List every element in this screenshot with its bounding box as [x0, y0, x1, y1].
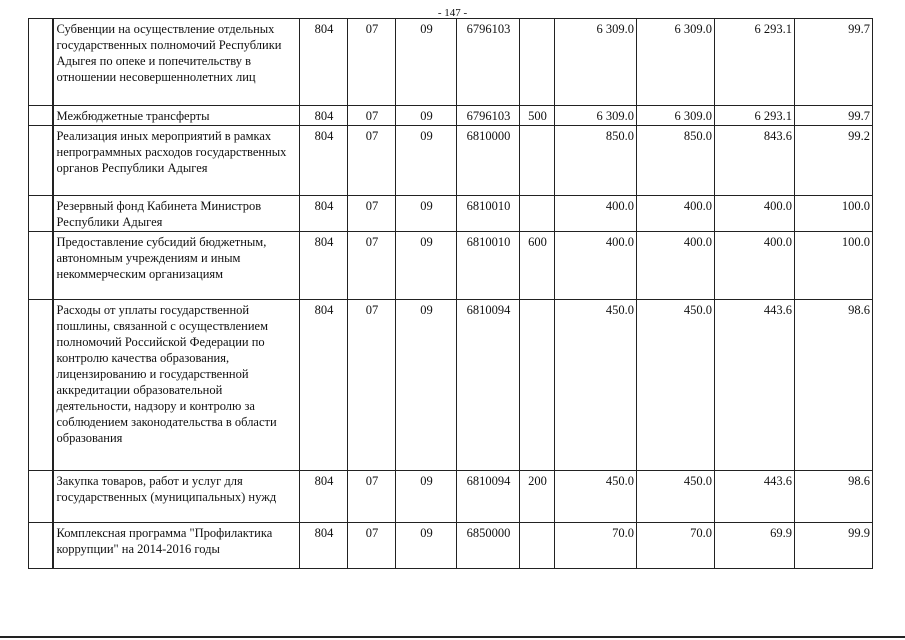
row-execution-percent: 98.6: [795, 471, 873, 523]
row-name: Закупка товаров, работ и услуг для государственных (муниципальных) нужд: [53, 471, 300, 523]
row-ved-code: 804: [300, 106, 348, 126]
row-subsection-code: 09: [396, 196, 457, 232]
row-refined-amount: 6 309.0: [637, 19, 715, 106]
row-name: Реализация иных мероприятий в рамках непрограммных расходов государственных органов Республики Адыгея: [53, 126, 300, 196]
row-name: Комплексная программа "Профилактика коррупции" на 2014-2016 годы: [53, 523, 300, 569]
row-approved-amount: 6 309.0: [555, 106, 637, 126]
row-approved-amount: 400.0: [555, 196, 637, 232]
row-execution-percent: 99.7: [795, 106, 873, 126]
row-ved-code: 804: [300, 300, 348, 471]
row-execution-percent: 99.2: [795, 126, 873, 196]
row-approved-amount: 450.0: [555, 471, 637, 523]
row-margin-cell: [29, 106, 53, 126]
budget-table: [28, 18, 873, 569]
row-section-code: 07: [348, 106, 396, 126]
row-executed-amount: 443.6: [715, 471, 795, 523]
row-execution-percent: 100.0: [795, 232, 873, 300]
row-refined-amount: 400.0: [637, 196, 715, 232]
row-refined-amount: 450.0: [637, 300, 715, 471]
row-target-code: 6796103: [457, 19, 520, 106]
page-number: - 147 -: [437, 7, 468, 19]
row-subsection-code: 09: [396, 300, 457, 471]
row-executed-amount: 69.9: [715, 523, 795, 569]
table-row: [29, 471, 873, 523]
row-expense-type: [520, 196, 555, 232]
row-section-code: 07: [348, 300, 396, 471]
row-expense-type: [520, 300, 555, 471]
table-row: [29, 196, 873, 232]
row-subsection-code: 09: [396, 471, 457, 523]
row-margin-cell: [29, 523, 53, 569]
row-ved-code: 804: [300, 471, 348, 523]
row-expense-type: 200: [520, 471, 555, 523]
row-expense-type: 600: [520, 232, 555, 300]
row-execution-percent: 100.0: [795, 196, 873, 232]
row-executed-amount: 400.0: [715, 196, 795, 232]
row-refined-amount: 70.0: [637, 523, 715, 569]
table-row: [29, 19, 873, 106]
row-section-code: 07: [348, 232, 396, 300]
table-row: [29, 232, 873, 300]
row-approved-amount: 400.0: [555, 232, 637, 300]
row-approved-amount: 70.0: [555, 523, 637, 569]
row-execution-percent: 99.9: [795, 523, 873, 569]
row-name: Субвенции на осуществление отдельных государственных полномочий Республики Адыгея по опеке и попечительству в отношении несовершеннолетних лиц: [53, 19, 300, 106]
row-ved-code: 804: [300, 232, 348, 300]
row-approved-amount: 6 309.0: [555, 19, 637, 106]
row-approved-amount: 450.0: [555, 300, 637, 471]
row-ved-code: 804: [300, 523, 348, 569]
row-subsection-code: 09: [396, 126, 457, 196]
row-section-code: 07: [348, 471, 396, 523]
row-subsection-code: 09: [396, 19, 457, 106]
row-refined-amount: 850.0: [637, 126, 715, 196]
row-target-code: 6810000: [457, 126, 520, 196]
row-executed-amount: 6 293.1: [715, 19, 795, 106]
row-executed-amount: 443.6: [715, 300, 795, 471]
row-section-code: 07: [348, 126, 396, 196]
row-subsection-code: 09: [396, 523, 457, 569]
row-expense-type: [520, 126, 555, 196]
table-row: [29, 523, 873, 569]
row-subsection-code: 09: [396, 232, 457, 300]
row-refined-amount: 6 309.0: [637, 106, 715, 126]
row-section-code: 07: [348, 196, 396, 232]
row-executed-amount: 400.0: [715, 232, 795, 300]
row-executed-amount: 843.6: [715, 126, 795, 196]
row-approved-amount: 850.0: [555, 126, 637, 196]
row-target-code: 6796103: [457, 106, 520, 126]
row-target-code: 6810094: [457, 300, 520, 471]
row-name: Расходы от уплаты государственной пошлины, связанной с осуществлением полномочий Российской Федерации по контролю качества образования, лицензированию и государственной аккредитации образовательной деятельности, надзору и контролю за соблюдением законодательства в области образования: [53, 300, 300, 471]
row-expense-type: 500: [520, 106, 555, 126]
row-name: Предоставление субсидий бюджетным, автономным учреждениям и иным некоммерческим организациям: [53, 232, 300, 300]
row-refined-amount: 450.0: [637, 471, 715, 523]
row-execution-percent: 98.6: [795, 300, 873, 471]
row-target-code: 6810010: [457, 232, 520, 300]
table-row: [29, 126, 873, 196]
row-section-code: 07: [348, 19, 396, 106]
row-expense-type: [520, 523, 555, 569]
row-ved-code: 804: [300, 196, 348, 232]
row-section-code: 07: [348, 523, 396, 569]
row-margin-cell: [29, 471, 53, 523]
row-target-code: 6810010: [457, 196, 520, 232]
row-ved-code: 804: [300, 126, 348, 196]
row-execution-percent: 99.7: [795, 19, 873, 106]
table-row: [29, 106, 873, 126]
row-expense-type: [520, 19, 555, 106]
row-name: Межбюджетные трансферты: [53, 106, 300, 126]
row-target-code: 6850000: [457, 523, 520, 569]
row-margin-cell: [29, 232, 53, 300]
row-name: Резервный фонд Кабинета Министров Республики Адыгея: [53, 196, 300, 232]
row-refined-amount: 400.0: [637, 232, 715, 300]
row-margin-cell: [29, 196, 53, 232]
table-row: [29, 300, 873, 471]
row-margin-cell: [29, 126, 53, 196]
row-ved-code: 804: [300, 19, 348, 106]
row-margin-cell: [29, 19, 53, 106]
row-executed-amount: 6 293.1: [715, 106, 795, 126]
row-subsection-code: 09: [396, 106, 457, 126]
page-bottom-border: [0, 636, 905, 638]
row-margin-cell: [29, 300, 53, 471]
row-target-code: 6810094: [457, 471, 520, 523]
